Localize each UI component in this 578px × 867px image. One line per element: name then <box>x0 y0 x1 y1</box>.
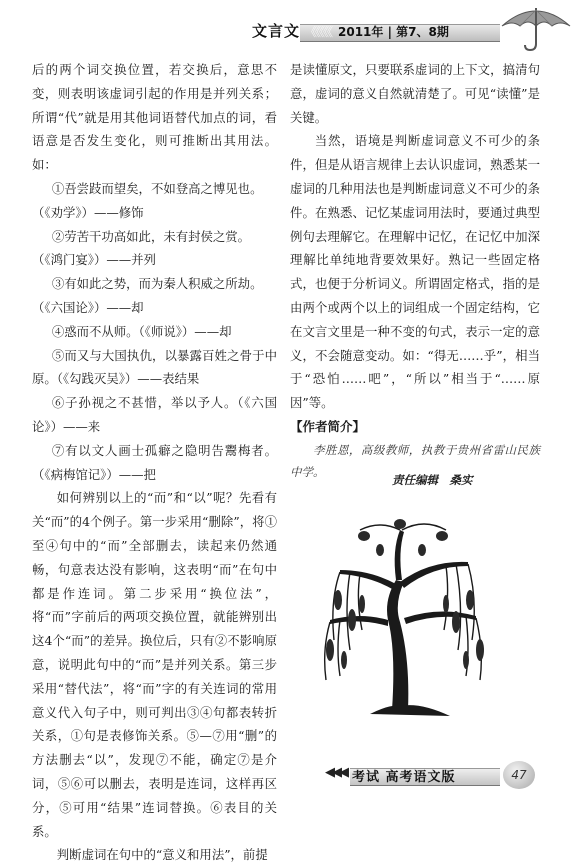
example-4: ④惑而不从师。（《师说》）——却 <box>51 323 232 339</box>
right-column <box>290 58 540 483</box>
left-column <box>32 58 277 867</box>
example-6: ⑥子孙视之不甚惜，举以予人。（《六国论》）——来 <box>32 395 277 434</box>
section-title: 文言文 <box>252 22 301 40</box>
header-chevrons: 《《《《《 <box>305 25 332 39</box>
example-1: ①吾尝跂而望矣，不如登高之博见也。 <box>51 180 263 196</box>
example-3: ③有如此之势，而为秦人积威之所劫。 <box>51 276 263 292</box>
paragraph: 是读懂原文，只要联系虚词的上下文，搞清句意，虚词的意义自然就清楚了。可见“读懂”是关键。 <box>290 62 540 125</box>
arrow-left-icon: ◀◀◀ <box>325 765 346 780</box>
author-bio-title: 【作者简介】 <box>290 418 366 434</box>
paragraph: 如何辨别以上的“而”和“以”呢？先看有关“而”的4个例子。第一步采用“删除”，将①至④句中的“而”全部删去，读起来仍然通畅，句意表达没有影响，这表明“而”在句中都是作连词。第二步采用“换位法”，将“而”字前后的两项交换位置，就能辨别出这4个“而”的差异。换位后，只有②不影响原意，说明此句中的“而”是并列关系。第三步采用“替代法”，将“而”字的有关连词的常用意义代入句子中，则可判出③④句都表转折关系，①句是表修饰关系。⑤—⑦用“删”的方法删去“以”，发现⑦不能，确定⑦是介词，⑤⑥可以删去，表明是连词，这样再区分，⑤可用“结果”连词替换。⑥表目的关系。 <box>32 490 277 839</box>
example-3-source: （《六国论》）——却 <box>32 299 144 315</box>
paragraph: 当然，语境是判断虚词意义不可少的条件，但是从语言规律上去认识虚词，熟悉某一虚词的几种用法也是判断虚词意义不可少的条件。在熟悉、记忆某虚词用法时，要通过典型例句去理解它。在理解中记忆，在记忆中加深理解比单纯地背要效果好。熟记一些固定格式，也便于分析词义。所谓固定格式，指的是由两个或两个以上的词组成一个固定结构，它在文言文里是一种不变的句式，表示一定的意义，不会随意变动。如：“得无……乎”，相当于“恐怕……吧”，“所以”相当于“……原因”等。 <box>290 133 540 411</box>
issue-label: 2011年 | 第7、8期 <box>338 25 449 39</box>
umbrella-icon <box>498 4 574 52</box>
paragraph: 后的两个词交换位置，若交换后，意思不变，则表明该虚词引起的作用是并列关系；所谓“代”就是用其他词语替代加点的词，看语意是否发生变化，则可推断出其用法。如： <box>32 62 277 173</box>
paragraph: 判断虚词在句中的“意义和用法”，前提 <box>56 847 268 863</box>
page-header <box>0 0 578 52</box>
tree-illustration <box>300 500 500 720</box>
responsible-editor: 责任编辑 桑实 <box>392 473 473 487</box>
publication-name: 考试 高考语文版 <box>352 770 456 785</box>
example-2: ②劳苦干功高如此，未有封侯之赏。 <box>51 228 251 244</box>
example-5: ⑤而又与大国执仇，以暴露百姓之骨于中原。（《勾践灭吴》）——表结果 <box>32 347 277 387</box>
author-bio-text: 李胜恩，高级教师，执教于贵州省雷山民族中学。 <box>290 442 540 479</box>
page-footer <box>0 750 578 800</box>
example-7: ⑦有以文人画士孤癖之隐明告鬻梅者。（《病梅馆记》）——把 <box>32 442 277 482</box>
example-2-source: （《鸿门宴》）——并列 <box>32 252 156 268</box>
example-1-source: （《劝学》）——修饰 <box>32 204 144 220</box>
page-number: 47 <box>503 761 535 789</box>
